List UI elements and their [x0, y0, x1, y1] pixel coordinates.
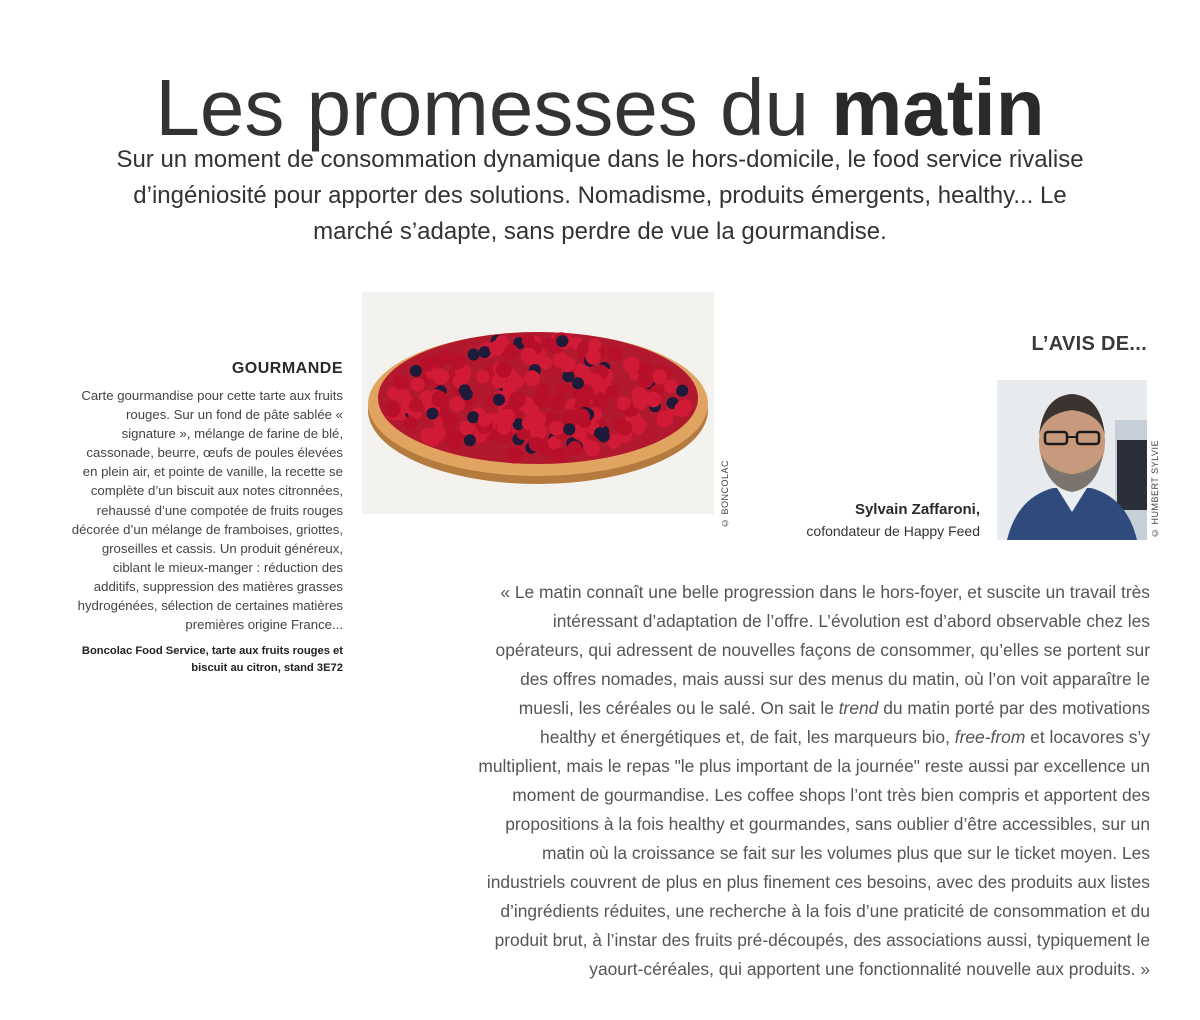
raspberry-berry — [586, 350, 601, 365]
raspberry-berry — [476, 370, 490, 384]
raspberry-berry — [522, 334, 535, 347]
title-light: Les promesses du — [155, 62, 832, 152]
portrait-credit: © HUMBERT SYLVIE — [1150, 440, 1160, 539]
raspberry-berry — [393, 375, 408, 390]
blackcurrant-berry — [563, 423, 575, 435]
raspberry-berry — [556, 383, 570, 397]
sidebar-heading: GOURMANDE — [231, 360, 343, 377]
raspberry-berry — [433, 368, 450, 385]
opinion-quote — [470, 578, 1150, 984]
raspberry-berry — [522, 416, 536, 430]
raspberry-berry — [478, 413, 492, 427]
raspberry-berry — [385, 402, 401, 418]
blackcurrant-berry — [556, 335, 568, 347]
tart-credit: © BONCOLAC — [720, 460, 730, 529]
title-bold: matin — [831, 62, 1045, 152]
raspberry-berry — [585, 442, 600, 457]
intro-text: Sur un moment de consommation dynamique dans le hors-domicile, le food service rivalise d’ingéniosité pour apporter des solutions. Nomadisme, produits émergents, healthy... Le marché s’adapte, sans perdre de vue la gourmandise. — [116, 146, 1084, 245]
portrait-illustration — [997, 380, 1147, 540]
raspberry-berry — [567, 441, 582, 456]
raspberry-berry — [447, 437, 461, 451]
person-name: Sylvain Zaffaroni, — [854, 501, 980, 518]
quote-part-3: et locavores s’y multiplient, mais le repas "le plus important de la journée" reste aussi par excellence un moment de gourmandise. Les coffee shops l’ont très bien compris et apportent des propositions à la fois healthy et gourmandes, sans oublier d’être accessibles, sur un matin où la croissance se fait sur les volumes plus que sur le ticket moyen. Les industriels couvrent de plus en plus finement ces besoins, avec des produits aux listes d’ingrédients réduites, une recherche à la fois d’une praticité de consommation et du produit brut, à l’instar des fruits pré-découpés, des associations aussi, typiquement le yaourt-céréales, qui apportent une fonctionnalité nouvelle aux produits. » — [478, 727, 1150, 979]
raspberry-berry — [636, 391, 651, 406]
raspberry-berry — [495, 335, 508, 348]
raspberry-berry — [608, 346, 623, 361]
raspberry-berry — [496, 362, 512, 378]
raspberry-berry — [617, 421, 632, 436]
quote-italic-trend: trend — [838, 698, 879, 718]
blackcurrant-berry — [572, 377, 584, 389]
blackcurrant-berry — [493, 394, 505, 406]
raspberry-berry — [638, 372, 654, 388]
blackcurrant-berry — [459, 384, 471, 396]
raspberry-berry — [429, 426, 446, 443]
raspberry-berry — [590, 373, 603, 386]
raspberry-berry — [521, 348, 538, 365]
raspberry-berry — [549, 394, 565, 410]
raspberry-berry — [509, 392, 526, 409]
raspberry-berry — [630, 417, 647, 434]
raspberry-berry — [560, 356, 576, 372]
blackcurrant-berry — [467, 411, 479, 423]
raspberry-berry — [549, 421, 564, 436]
portrait-photo — [997, 380, 1147, 540]
raspberry-berry — [623, 357, 640, 374]
blackcurrant-berry — [468, 349, 480, 361]
quote-part-2: du matin porté par des motivations healthy et énergétiques et, de fait, les marqueurs bio, — [540, 698, 1150, 747]
blackcurrant-berry — [464, 434, 476, 446]
blackcurrant-berry — [410, 365, 422, 377]
raspberry-berry — [529, 437, 544, 452]
tart-illustration — [362, 292, 714, 514]
blackcurrant-berry — [479, 346, 491, 358]
person-info — [806, 500, 980, 542]
raspberry-berry — [450, 353, 466, 369]
sidebar-body: Carte gourmandise pour cette tarte aux fruits rouges. Sur un fond de pâte sablée « signature », mélange de farine de blé, cassonade, beurre, œufs de poules élevées en plein air, et pointe de vanille, la recette se complète d’un biscuit aux notes citronnées, rehaussé d’une compotée de fruits rouges décorée d’un mélange de framboises, griottes, groseilles et cassis. Un produit généreux, ciblant le mieux-manger : réduction des additifs, suppression des matières grasses hydrogénées, sélection de certaines matières premières origine France... — [71, 388, 343, 633]
raspberry-berry — [652, 369, 667, 384]
raspberry-berry — [552, 448, 567, 463]
raspberry-berry — [411, 378, 425, 392]
raspberry-berry — [432, 391, 448, 407]
raspberry-berry — [539, 356, 552, 369]
blackcurrant-berry — [598, 430, 610, 442]
raspberry-berry — [510, 375, 524, 389]
sidebar-caption: Boncolac Food Service, tarte aux fruits rouges et biscuit au citron, stand 3E72 — [81, 645, 343, 675]
raspberry-berry — [499, 409, 516, 426]
raspberry-berry — [664, 380, 678, 394]
quote-part-1: « Le matin connaît une belle progression dans le hors-foyer, et suscite un travail très intéressant d’adaptation de l’offre. L’évolution est d’abord observable chez les opérateurs, qui adressent de nouvelles façons de consommer, qu’elles se portent sur des offres nomades, mais aussi sur des menus du matin, où l’on voit apparaître le muesli, les céréales ou le salé. On sait le — [495, 582, 1150, 718]
raspberry-berry — [506, 447, 523, 464]
raspberry-berry — [404, 417, 418, 431]
raspberry-berry — [617, 396, 631, 410]
product-sidebar — [70, 360, 343, 677]
quote-italic-free-from: free-from — [954, 727, 1026, 747]
raspberry-berry — [536, 383, 551, 398]
raspberry-berry — [442, 412, 458, 428]
blackcurrant-berry — [426, 408, 438, 420]
opinion-label: L’AVIS DE... — [1031, 333, 1147, 355]
raspberry-berry — [674, 401, 690, 417]
person-role: cofondateur de Happy Feed — [806, 523, 980, 539]
raspberry-berry — [606, 385, 620, 399]
tart-photo — [362, 292, 714, 514]
raspberry-berry — [409, 398, 423, 412]
raspberry-berry — [573, 408, 590, 425]
raspberry-berry — [657, 411, 674, 428]
blackcurrant-berry — [676, 385, 688, 397]
raspberry-berry — [524, 370, 540, 386]
